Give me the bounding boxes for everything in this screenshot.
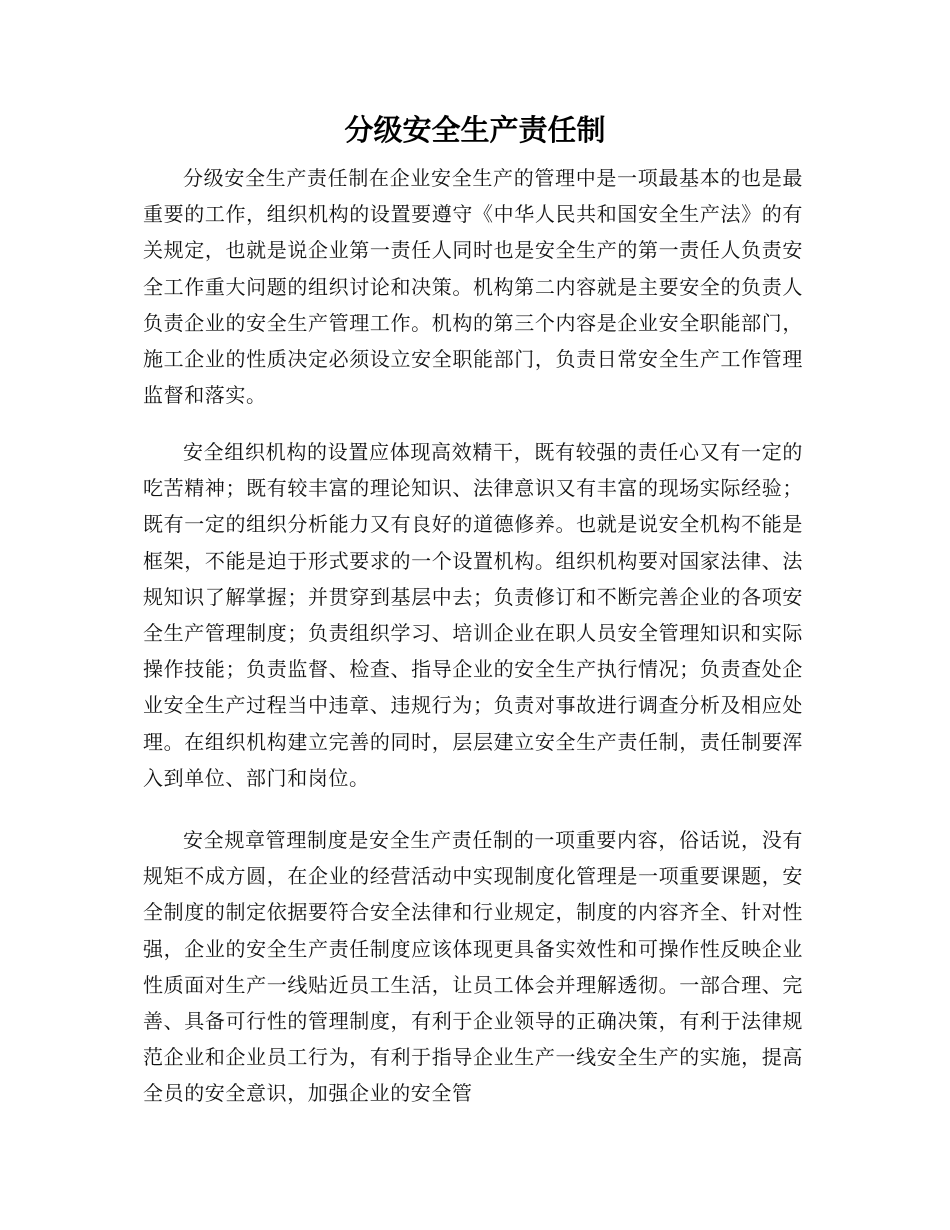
paragraph-1: 分级安全生产责任制在企业安全生产的管理中是一项最基本的也是最重要的工作，组织机构的设置要遵守《中华人民共和国安全生产法》的有关规定，也就是说企业第一责任人同时也是安全生产的第一责任人负责安全工作重大问题的组织讨论和决策。机构第二内容就是主要安全的负责人负责企业的安全生产管理工作。机构的第三个内容是企业安全职能部门，施工企业的性质决定必须设立安全职能部门，负责日常安全生产工作管理监督和落实。 [143, 166, 803, 408]
paragraph-3: 安全规章管理制度是安全生产责任制的一项重要内容，俗话说，没有规矩不成方圆，在企业的经营活动中实现制度化管理是一项重要课题，安全制度的制定依据要符合安全法律和行业规定，制度的内容齐全、针对性强，企业的安全生产责任制度应该体现更具备实效性和可操作性反映企业性质面对生产一线贴近员工生活，让员工体会并理解透彻。一部合理、完善、具备可行性的管理制度，有利于企业领导的正确决策，有利于法律规范企业和企业员工行为，有利于指导企业生产一线安全生产的实施，提高全员的安全意识，加强企业的安全管 [143, 828, 803, 1106]
document-title: 分级安全生产责任制 [344, 113, 606, 147]
paragraph-2: 安全组织机构的设置应体现高效精干，既有较强的责任心又有一定的吃苦精神；既有较丰富的理论知识、法律意识又有丰富的现场实际经验；既有一定的组织分析能力又有良好的道德修养。也就是说安全机构不能是框架，不能是迫于形式要求的一个设置机构。组织机构要对国家法律、法规知识了解掌握；并贯穿到基层中去；负责修订和不断完善企业的各项安全生产管理制度；负责组织学习、培训企业在职人员安全管理知识和实际操作技能；负责监督、检查、指导企业的安全生产执行情况；负责查处企业安全生产过程当中违章、违规行为；负责对事故进行调查分析及相应处理。在组织机构建立完善的同时，层层建立安全生产责任制，责任制要浑入到单位、部门和岗位。 [143, 440, 803, 790]
